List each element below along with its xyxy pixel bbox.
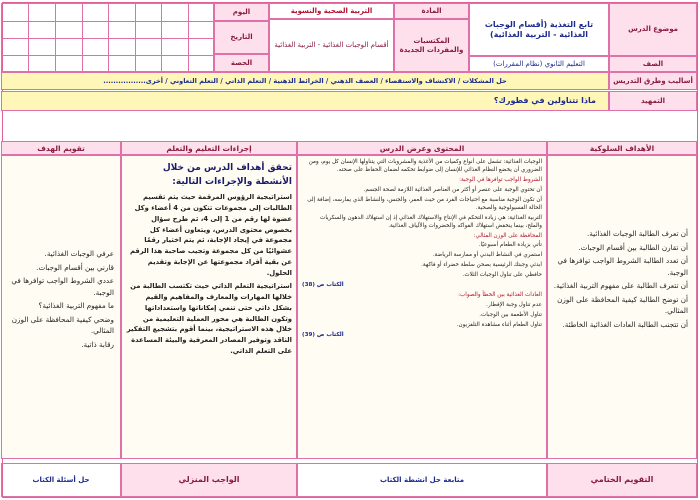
content-subheading: الشروط الواجب توافرها في الوجبة: — [459, 176, 542, 183]
lesson-topic-label: موضوع الدرس — [609, 3, 697, 56]
content-paragraph: ابدئي وجبتك الرئيسية بصحن سلطة خضراء أو فاكهة. — [421, 262, 542, 269]
class-value: التعليم الثانوي (نظام المقررات) — [469, 56, 609, 72]
evaluation-header: تقويم الهدف — [1, 141, 121, 155]
subject-label: المادة — [394, 3, 469, 19]
procedures-header: إجراءات التعليم والتعلم — [121, 141, 297, 155]
objective-item: أن تتعرف الطالبة على مفهوم التربية الغذائية. — [553, 281, 688, 291]
content-subheading: المحافظة على الوزن المثالي: — [473, 232, 542, 239]
content-paragraph: التربية الغذائية: هي زيادة التحكم في الإنتاج والاستهلاك الغذائي إذ إن استهلاك الدهون والسكريات والملح، بينما ينخفض استهلاك الفواكه والخضروات والألياف الغذائية. — [320, 214, 542, 229]
evaluation-item: عرفي الوجبات الغذائية. — [44, 249, 114, 258]
objectives-header: الأهداف السلوكية — [547, 141, 697, 155]
content-subheading: العادات الغذائية بين الخطأ والصواب: — [458, 292, 542, 299]
objective-item: أن تعرف الطالبة الوجبات الغذائية. — [587, 229, 688, 238]
lesson-plan — [2, 2, 698, 498]
lesson-body — [3, 141, 697, 459]
content-paragraph: حافظي على تناول الوجبات الثلاث. — [462, 272, 542, 279]
homework-label: الواجب المنزلي — [121, 463, 297, 497]
procedures-intro: تحقق أهداف الدرس من خلال الأنشطة والإجراءات التالية: — [162, 163, 292, 187]
objective-item: أن تقارن الطالبة بين أقسام الوجبات. — [578, 242, 688, 252]
class-label: الصف — [609, 56, 697, 72]
content-paragraph: استمري في النشاط البدني أو ممارسة الرياضة. — [432, 252, 542, 259]
procedure-item: استراتيجية التعلم الذاتي حيث تكتسب الطالبة من خلالها المهارات والمعارف والمفاهيم والقيم بشكل ذاتي حتى تنمي إمكاناتها واستعداداتها وتكون الطالبة هي محور العملية التعليمية من خلال هذه الاستراتيجية، بينما أقوم بتشجيع التفكير الناقد وتوفير المصادر المعرفية والبيئة المساعدة على التعلم الذاتي. — [126, 281, 292, 356]
content-paragraph: عدم تناول وجبة الإفطار. — [486, 302, 542, 309]
closing-eval-label: التقويم الختامي — [547, 463, 697, 497]
closing-eval-value: متابعة حل انشطة الكتاب — [297, 463, 547, 497]
header-table — [3, 3, 697, 98]
period-label: الحصة — [214, 54, 269, 72]
objectives-column — [547, 155, 697, 459]
content-paragraph: تناول الطعام أثناء مشاهدة التلفزيون. — [456, 321, 542, 328]
date-label: التاريخ — [214, 21, 269, 54]
objective-item: أن تتجنب الطالبة العادات الغذائية الخاطئة. — [562, 319, 688, 329]
evaluation-item: وضحي كيفية المحافظة على الوزن المثالي. — [11, 314, 114, 336]
schedule-grid — [1, 3, 214, 72]
objective-item: أن توضح الطالبة كيفية المحافظة على الوزن المثالي. — [557, 294, 688, 316]
procedure-item: استراتيجية الرؤوس المرقمة حيث يتم تقسيم الطالبات إلى مجموعات تتكون من 4 أعضاء وكل عضوة لها رقم من 1 إلى 4، ثم طرح سؤال بخصوص محتوى الدرس، ويتعاون أعضاء كل مجموعة في إيجاد الإجابة، ثم يتم اختيار رقمًا عشوائيًا من كل مجموعة وتجيب صاحبة هذا الرقم عن بقية أفراد مجموعتها عن الإجابة وتقديم الحلول. — [129, 192, 292, 277]
lesson-topic-value: تابع التغذية (أقسام الوجبات الغذائية - التربية الغذائية) — [469, 3, 609, 56]
book-ref-2: الكتاب ص (39) — [302, 331, 344, 338]
book-ref-1: الكتاب ص (38) — [302, 282, 344, 289]
methods-label: أساليب وطرق التدريس — [609, 72, 697, 90]
objective-item: أن تعدد الطالبة الشروط الواجب توافرها في الوجبة. — [557, 256, 688, 277]
evaluation-item: عددي الشروط الواجب توافرها في الوجبة. — [11, 276, 114, 297]
concepts-label: المكتسبات والمفردات الجديدة — [394, 19, 469, 72]
homework-value: حل أسئلة الكتاب — [1, 463, 121, 497]
content-header: المحتوى وعرض الدرس — [297, 141, 547, 155]
content-column — [297, 155, 547, 459]
content-paragraph: تأتي بزيادة الطعام أسبوعيًا. — [478, 242, 542, 249]
day-label: اليوم — [214, 3, 269, 21]
evaluation-item: رقابة ذاتية. — [81, 339, 114, 349]
subject-value: التربية الصحية والنسوية — [269, 3, 394, 19]
content-paragraph: أن تحتوي الوجبة على عنصر أو أكثر من العناصر الغذائية اللازمة لصحة الجسم. — [363, 186, 542, 193]
intro-value: ماذا تتناولين في فطورك؟ — [1, 91, 609, 111]
evaluation-item: ما مفهوم التربية الغذائية؟ — [38, 301, 114, 311]
intro-label: التمهيد — [609, 91, 697, 111]
content-paragraph: الوجبات الغذائية: تشمل على أنواع وكميات من الأغذية والمشروبات التي يتناولها الإنسان كل يوم، ومن الضروري أن يخضع النظام الغذائي للإنسان إلى ضوابط تحكمه لضمان الحفاظ على صحته. — [308, 159, 542, 173]
concepts-value: أقسام الوجبات الغذائية - التربية الغذائية — [269, 19, 394, 72]
procedures-column — [121, 155, 297, 459]
content-paragraph: أن تكون الوجبة مناسبة مع احتياجات الفرد من حيث العمر، والجنس، والنشاط الذي يمارسه، إضافة إلى الحالة الفسيولوجية والصحية. — [307, 196, 542, 211]
evaluation-column — [1, 155, 121, 459]
content-paragraph: تناول الأطعمة بين الوجبات. — [479, 312, 542, 318]
methods-value: حل المشكلات / الاكتشاف والاستقصاء / العصف الذهني / الخرائط الذهنية / التعلم الذاتي / التعلم التعاوني / أخرى................. — [1, 72, 609, 90]
evaluation-item: قارني بين أقسام الوجبات. — [36, 262, 114, 272]
